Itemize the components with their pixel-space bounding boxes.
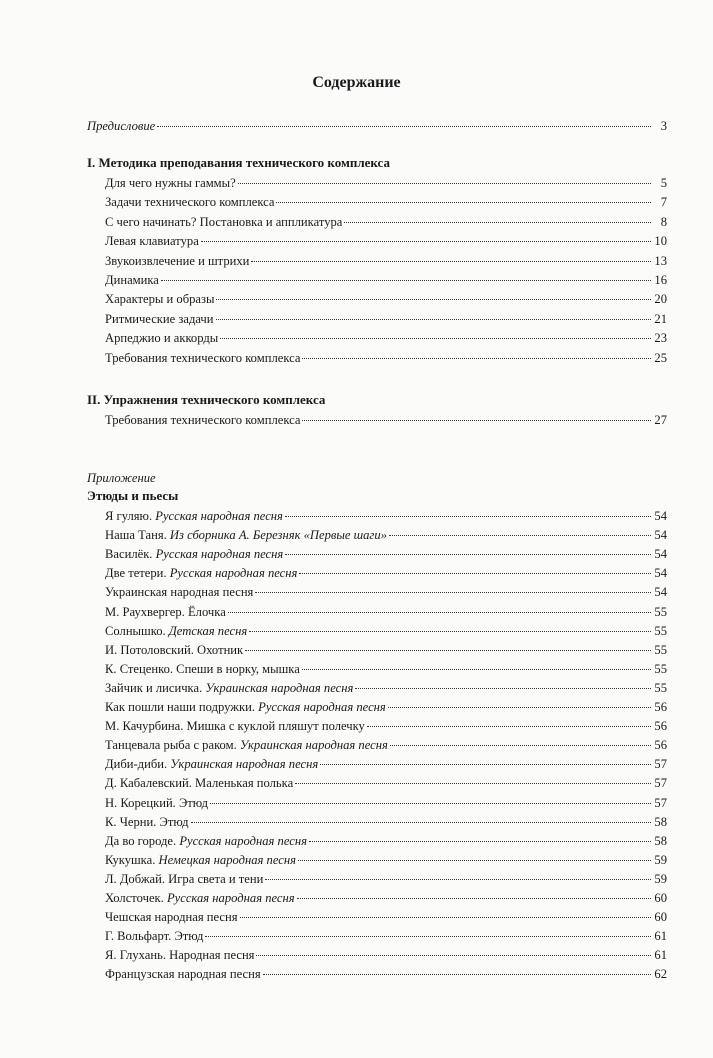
toc-entry[interactable] (105, 564, 667, 582)
toc-entry[interactable] (105, 193, 667, 211)
toc-page-number: 58 (654, 814, 667, 829)
leader-dots (295, 779, 651, 784)
toc-entry-label: И. Потоловский. Охотник (105, 642, 244, 657)
toc-entry-label: Диби-диби. (105, 757, 171, 772)
appendix-heading: Этюды и пьесы (87, 488, 179, 503)
toc-entry-label: Задачи технического комплекса (105, 195, 275, 210)
toc-entry[interactable] (105, 526, 667, 544)
leader-dots (285, 512, 651, 517)
toc-entry-label: Да во городе. (105, 833, 180, 848)
toc-page-number: 57 (654, 776, 667, 791)
section-heading-1: I. Методика преподавания технического комплекса (87, 155, 390, 170)
toc-entry[interactable] (105, 213, 667, 231)
toc-entry[interactable] (105, 232, 667, 250)
toc-entry-label: Предисловие (87, 119, 156, 133)
toc-entry[interactable] (105, 774, 667, 792)
toc-entry-label: Французская народная песня (105, 967, 261, 982)
leader-dots (238, 179, 651, 184)
toc-entry-label: Василёк. (105, 547, 156, 562)
toc-entry[interactable] (105, 349, 667, 367)
toc-page-number: 5 (660, 176, 667, 190)
toc-entry-preface[interactable] (87, 117, 667, 135)
leader-dots (302, 416, 651, 421)
toc-entry[interactable] (105, 271, 667, 289)
toc-entry-label: Динамика (105, 273, 159, 287)
leader-dots (302, 665, 651, 670)
toc-page-number: 55 (654, 604, 667, 619)
leader-dots (205, 932, 651, 937)
leader-dots (344, 218, 651, 223)
toc-page-number: 58 (654, 833, 667, 848)
toc-entry-label: Для чего нужны гаммы? (105, 176, 236, 190)
toc-entry-subtitle: Украинская народная песня (170, 757, 319, 772)
leader-dots (256, 951, 651, 956)
toc-entry[interactable] (105, 310, 667, 328)
appendix-label: Приложение (87, 471, 156, 485)
toc-entry[interactable] (105, 832, 667, 850)
leader-dots (309, 837, 651, 842)
toc-entry-label: Требования технического комплекса (105, 413, 301, 427)
toc-page-number: 55 (654, 623, 667, 638)
toc-entry-subtitle: Из сборника А. Березняк «Первые шаги» (169, 528, 387, 543)
toc-entry[interactable] (105, 641, 667, 659)
toc-page-number: 60 (654, 891, 667, 905)
toc-entry-subtitle: Украинская народная песня (205, 680, 354, 695)
toc-entry[interactable] (105, 660, 667, 678)
toc-entry-subtitle: Русская народная песня (179, 833, 307, 848)
leader-dots (161, 276, 651, 281)
toc-entry-label: Арпеджио и аккорды (105, 331, 219, 346)
toc-entry-subtitle: Русская народная песня (258, 700, 386, 714)
leader-dots (355, 684, 651, 689)
toc-entry-label: Зайчик и лисичка. (105, 680, 206, 695)
leader-dots (302, 354, 651, 359)
toc-entry-label: Две тетери. (105, 566, 170, 581)
toc-entry-label: Д. Кабалевский. Маленькая полька (105, 776, 294, 791)
toc-page-number: 56 (654, 738, 667, 753)
leader-dots (220, 334, 651, 339)
toc-entry[interactable] (105, 794, 667, 812)
toc-entry-subtitle: Русская народная песня (166, 891, 295, 905)
toc-page-number: 25 (654, 350, 667, 365)
leader-dots (299, 569, 651, 574)
toc-entry[interactable] (105, 507, 667, 525)
toc-entry-label: Левая клавиатура (105, 234, 199, 249)
toc-page-number: 54 (654, 528, 667, 543)
toc-page-number: 54 (654, 509, 667, 523)
section-heading-2: II. Упражнения технического комплекса (87, 392, 326, 407)
toc-entry[interactable] (105, 889, 667, 907)
toc-entry-label: Солнышко. (105, 623, 169, 638)
toc-entry[interactable] (105, 603, 667, 621)
leader-dots (191, 818, 651, 823)
toc-page-number: 10 (654, 234, 667, 249)
leader-dots (367, 722, 651, 727)
toc-entry[interactable] (105, 290, 667, 308)
toc-page-number: 13 (654, 253, 667, 268)
toc-entry[interactable] (105, 174, 667, 192)
leader-dots (240, 913, 651, 918)
toc-page-number: 3 (660, 119, 667, 133)
toc-page-number: 16 (654, 273, 667, 287)
toc-entry-label: Я гуляю. (105, 509, 156, 523)
toc-page-number: 54 (654, 585, 667, 600)
toc-entry-subtitle: Украинская народная песня (239, 738, 388, 753)
page-title: Содержание (312, 74, 401, 91)
toc-entry[interactable] (105, 622, 667, 640)
toc-entry-label: К. Стеценко. Спеши в норку, мышка (105, 661, 300, 676)
toc-entry[interactable] (105, 679, 667, 697)
toc-page-number: 20 (654, 292, 667, 307)
toc-entry-label: М. Раухвергер. Ёлочка (105, 604, 226, 619)
toc-entry-label: С чего начинать? Постановка и аппликатура (105, 214, 343, 229)
toc-page-number: 61 (654, 929, 667, 944)
toc-page-number: 7 (660, 195, 667, 210)
toc-page-number: 55 (654, 661, 667, 676)
toc-entry-label: Звукоизвлечение и штрихи (105, 253, 250, 268)
toc-page-number: 21 (654, 311, 667, 326)
toc-page-number: 57 (654, 795, 667, 810)
leader-dots (255, 588, 651, 593)
toc-entry[interactable] (105, 755, 667, 773)
toc-entry-label: Ритмические задачи (105, 311, 214, 326)
toc-page-number: 61 (654, 948, 667, 963)
leader-dots (390, 741, 651, 746)
toc-page-number: 55 (654, 642, 667, 657)
toc-entry-label: Я. Глухань. Народная песня (105, 948, 255, 963)
toc-entry[interactable] (105, 717, 667, 735)
toc-page-number: 57 (654, 757, 667, 772)
leader-dots (276, 198, 651, 203)
toc-entry[interactable] (105, 946, 667, 964)
leader-dots (249, 627, 651, 632)
toc-entry-subtitle: Русская народная песня (169, 566, 298, 581)
leader-dots (388, 703, 651, 708)
leader-dots (298, 856, 651, 861)
toc-page-number: 56 (654, 700, 667, 714)
toc-page-number: 54 (654, 547, 667, 562)
toc-entry-subtitle: Русская народная песня (155, 547, 284, 562)
toc-page-number: 60 (654, 910, 667, 925)
leader-dots (216, 295, 651, 300)
toc-entry-subtitle: Немецкая народная песня (158, 852, 296, 867)
toc-entry-label: Характеры и образы (105, 292, 215, 307)
leader-dots (228, 608, 651, 613)
toc-entry-label: Как пошли наши подружки. (105, 700, 259, 714)
toc-entry-label: М. Качурбина. Мишка с куклой пляшут полечку (105, 719, 365, 734)
toc-entry[interactable] (105, 813, 667, 831)
toc-entry-label: Холсточек. (105, 891, 167, 905)
toc-entry[interactable] (105, 583, 667, 601)
leader-dots (285, 550, 651, 555)
toc-page-number: 59 (654, 852, 667, 867)
leader-dots (389, 531, 651, 536)
toc-entry-label: Наша Таня. (105, 528, 170, 543)
toc-entry[interactable] (105, 329, 667, 347)
toc-entry[interactable] (105, 927, 667, 945)
toc-page-number: 62 (654, 967, 667, 982)
leader-dots (157, 122, 651, 127)
toc-entry[interactable] (105, 908, 667, 926)
leader-dots (216, 315, 651, 320)
leader-dots (245, 646, 651, 651)
toc-entry-label: Украинская народная песня (105, 585, 254, 600)
toc-entry[interactable] (105, 736, 667, 754)
toc-entry-label: Н. Корецкий. Этюд (105, 795, 208, 810)
leader-dots (263, 970, 651, 975)
leader-dots (320, 760, 651, 765)
leader-dots (265, 875, 651, 880)
toc-page-number: 8 (660, 214, 667, 229)
toc-entry[interactable] (105, 965, 667, 983)
toc-entry-label: Кукушка. (105, 852, 159, 867)
leader-dots (201, 237, 651, 242)
toc-entry[interactable] (105, 252, 667, 270)
toc-page-number: 56 (654, 719, 667, 734)
toc-page-number: 59 (654, 871, 667, 886)
toc-page-number: 55 (654, 680, 667, 695)
toc-entry-subtitle: Детская песня (168, 623, 248, 638)
toc-entry[interactable] (105, 698, 667, 716)
toc-page-number: 27 (654, 413, 667, 427)
toc-entry[interactable] (105, 870, 667, 888)
toc-entry-label: Чешская народная песня (105, 910, 238, 925)
toc-entry[interactable] (105, 851, 667, 869)
leader-dots (251, 257, 651, 262)
toc-entry-label: Танцевала рыба с раком. (105, 738, 240, 753)
toc-entry[interactable] (105, 411, 667, 429)
toc-entry-label: Требования технического комплекса (105, 350, 301, 365)
toc-entry[interactable] (105, 545, 667, 563)
toc-entry-label: Г. Вольфарт. Этюд (105, 929, 204, 944)
toc-page-number: 54 (654, 566, 667, 581)
toc-page-number: 23 (654, 331, 667, 346)
toc-entry-subtitle: Русская народная песня (155, 509, 283, 523)
toc-entry-label: Л. Добжай. Игра света и тени (105, 871, 264, 886)
toc-entry-label: К. Черни. Этюд (105, 814, 189, 829)
leader-dots (297, 894, 651, 899)
leader-dots (210, 799, 651, 804)
